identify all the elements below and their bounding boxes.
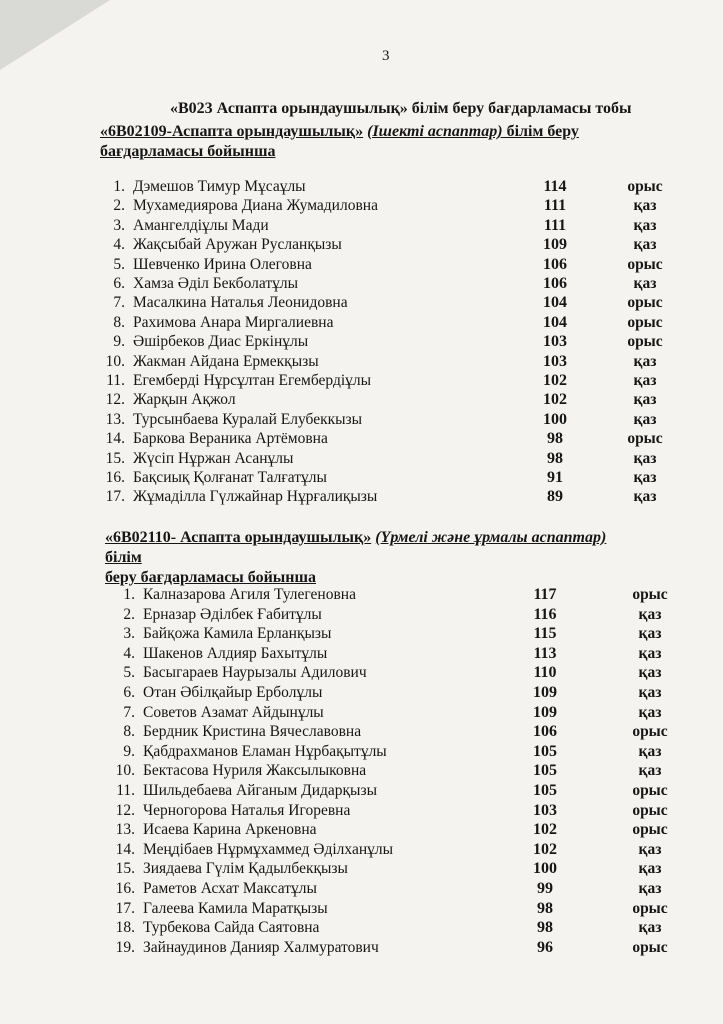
language: қаз (638, 742, 662, 760)
row-number: 12. (115, 801, 135, 819)
score: 111 (543, 197, 567, 215)
language: қаз (638, 860, 662, 878)
score: 98 (547, 449, 563, 467)
student-name: Жүсіп Нұржан Асанұлы (133, 449, 294, 467)
score: 111 (543, 216, 567, 234)
student-name: Исаева Карина Аркеновна (143, 821, 317, 839)
student-name: Жұмаділла Гүлжайнар Нұрғалиқызы (133, 488, 378, 506)
student-name: Егемберді Нұрсұлтан Егембердіұлы (133, 372, 372, 389)
score: 98 (547, 430, 563, 448)
student-name: Советов Азамат Айдынұлы (143, 703, 324, 721)
row-number: 8. (113, 313, 125, 331)
language: қаз (633, 352, 657, 370)
score: 105 (533, 782, 557, 799)
student-name: Отан Әбілқайыр Ерболұлы (143, 684, 323, 701)
section1-heading-rest: білім беру (502, 123, 579, 140)
language: қаз (638, 703, 662, 721)
row-number: 10. (105, 352, 125, 370)
score: 102 (533, 821, 557, 839)
score: 96 (537, 938, 553, 956)
language: қаз (638, 644, 662, 662)
student-name: Баркова Вераника Артёмовна (133, 430, 328, 448)
student-name: Хамза Әділ Бекболатұлы (133, 275, 298, 292)
student-name: Черногорова Наталья Игоревна (143, 801, 351, 819)
row-number: 19. (115, 938, 135, 956)
language: орыс (627, 333, 663, 351)
score: 104 (543, 294, 567, 312)
language: қаз (633, 469, 657, 486)
row-number: 14. (105, 430, 125, 448)
language: қаз (633, 449, 657, 467)
score: 103 (533, 801, 557, 819)
language: қаз (638, 605, 662, 623)
row-number: 2. (113, 197, 125, 215)
language: орыс (632, 821, 668, 839)
row-number: 9. (123, 742, 135, 760)
section1-heading-paren: (Ішекті аспаптар) (367, 123, 503, 140)
score: 91 (547, 469, 563, 486)
language: орыс (632, 899, 668, 917)
row-number: 17. (105, 488, 125, 506)
section2-heading-paren: (Үрмелі және ұрмалы аспаптар) (375, 529, 607, 546)
language: қаз (633, 372, 657, 389)
student-name: Масалкина Наталья Леонидовна (133, 294, 348, 312)
language: қаз (638, 840, 662, 858)
student-name: Бердник Кристина Вячеславовна (143, 723, 362, 741)
language: орыс (627, 294, 663, 312)
student-name: Рахимова Анара Миргалиевна (133, 313, 334, 331)
score: 104 (543, 313, 567, 331)
language: қаз (633, 488, 657, 506)
student-name: Қабдрахманов Еламан Нұрбақытұлы (143, 742, 387, 760)
score: 99 (537, 880, 553, 897)
row-number: 13. (115, 821, 135, 839)
row-number: 12. (105, 391, 125, 409)
language: қаз (633, 197, 657, 215)
row-number: 6. (113, 275, 125, 292)
row-number: 5. (123, 664, 135, 682)
row-number: 1. (123, 586, 135, 603)
row-number: 5. (113, 255, 125, 273)
row-number: 14. (115, 840, 135, 858)
section2-heading-rest: білім (105, 549, 142, 566)
language: қаз (633, 216, 657, 234)
student-name: Турсынбаева Куралай Елубеккызы (133, 410, 363, 428)
score: 106 (533, 723, 557, 741)
row-number: 3. (113, 216, 125, 234)
score: 102 (533, 840, 557, 858)
language: қаз (638, 625, 662, 643)
student-name: Калназарова Агиля Тулегеновна (143, 586, 356, 603)
score: 116 (533, 605, 557, 623)
score: 103 (543, 352, 567, 370)
student-name: Жакман Айдана Ермекқызы (133, 352, 319, 370)
score: 89 (547, 488, 563, 506)
student-name: Бақсиық Қолғанат Талғатұлы (133, 469, 327, 486)
section1-heading (100, 122, 630, 162)
student-name: Меңдібаев Нұрмұхаммед Әділханұлы (143, 840, 394, 858)
score: 113 (533, 644, 557, 662)
section2-heading-code: «6В02110- Аспапта орындаушылық» (105, 529, 372, 546)
section2-heading (105, 528, 635, 588)
score: 106 (543, 255, 567, 273)
row-number: 15. (115, 860, 135, 878)
score: 115 (533, 625, 557, 643)
student-name: Шевченко Ирина Олеговна (133, 255, 312, 273)
language: орыс (632, 801, 668, 819)
language: орыс (627, 255, 663, 273)
score: 102 (543, 372, 567, 389)
row-number: 16. (105, 469, 125, 486)
student-name: Ерназар Әділбек Ғабитұлы (143, 605, 322, 623)
row-number: 11. (106, 372, 125, 389)
student-name: Амангелдіұлы Мади (133, 216, 269, 234)
student-name: Байқожа Камила Ерланқызы (143, 625, 332, 643)
student-name: Жарқын Ақжол (133, 391, 236, 409)
row-number: 17. (115, 899, 135, 917)
language: орыс (627, 430, 663, 448)
section1-heading-code: «6В02109-Аспапта орындаушылық» (100, 123, 364, 140)
row-number: 7. (123, 703, 135, 721)
section2-heading-line2: беру бағдарламасы бойынша (105, 569, 317, 586)
score: 105 (533, 762, 557, 780)
row-number: 13. (105, 410, 125, 428)
student-name: Мухамедиярова Диана Жумадиловна (133, 197, 378, 215)
row-number: 9. (113, 333, 125, 351)
score: 100 (543, 410, 567, 428)
student-name: Әшірбеков Диас Еркінұлы (133, 333, 309, 351)
language: қаз (633, 410, 657, 428)
row-number: 4. (123, 644, 135, 662)
row-number: 4. (113, 236, 125, 254)
language: қаз (638, 664, 662, 682)
score: 106 (543, 275, 567, 292)
student-name: Дэмешов Тимур Мұсаұлы (133, 178, 306, 195)
language: қаз (638, 880, 662, 897)
row-number: 1. (113, 178, 125, 195)
row-number: 16. (115, 880, 135, 897)
student-name: Басыгараев Наурызалы Адилович (143, 664, 367, 682)
row-number: 2. (123, 605, 135, 623)
language: орыс (627, 178, 663, 195)
language: қаз (638, 919, 662, 937)
student-name: Зиядаева Гүлім Қадылбекқызы (143, 860, 348, 878)
section1-heading-line2: бағдарламасы бойынша (100, 143, 276, 160)
student-name: Галеева Камила Маратқызы (143, 899, 328, 917)
row-number: 15. (105, 449, 125, 467)
score: 114 (543, 178, 567, 195)
student-name: Жақсыбай Аружан Русланқызы (133, 236, 342, 254)
student-name: Шакенов Алдияр Бахытұлы (143, 644, 328, 662)
row-number: 18. (115, 919, 135, 937)
score: 100 (533, 860, 557, 878)
score: 98 (537, 899, 553, 917)
score: 109 (533, 703, 557, 721)
row-number: 10. (115, 762, 135, 780)
row-number: 6. (123, 684, 135, 701)
row-number: 7. (113, 294, 125, 312)
language: орыс (627, 313, 663, 331)
row-number: 3. (123, 625, 135, 643)
language: орыс (632, 723, 668, 741)
row-number: 11. (116, 782, 135, 799)
student-name: Зайнаудинов Данияр Халмуратович (143, 938, 379, 956)
language: орыс (632, 938, 668, 956)
row-number: 8. (123, 723, 135, 741)
group-title: «В023 Аспапта орындаушылық» білім беру бағдарламасы тобы (170, 100, 632, 117)
student-name: Бектасова Нуриля Жаксылыковна (143, 762, 367, 780)
score: 105 (533, 742, 557, 760)
score: 102 (543, 391, 567, 409)
language: қаз (638, 684, 662, 701)
score: 109 (533, 684, 557, 701)
score: 117 (533, 586, 557, 603)
score: 110 (533, 664, 557, 682)
language: қаз (633, 275, 657, 292)
page-number: 3 (382, 48, 390, 64)
folded-corner (0, 0, 110, 70)
language: қаз (638, 762, 662, 780)
score: 98 (537, 919, 553, 937)
language: қаз (633, 236, 657, 254)
language: қаз (633, 391, 657, 409)
language: орыс (632, 586, 668, 603)
language: орыс (632, 782, 668, 799)
student-name: Турбекова Сайда Саятовна (143, 919, 320, 937)
student-name: Шильдебаева Айганым Дидарқызы (143, 782, 377, 799)
score: 109 (543, 236, 567, 254)
score: 103 (543, 333, 567, 351)
student-name: Раметов Асхат Максатұлы (143, 880, 317, 897)
